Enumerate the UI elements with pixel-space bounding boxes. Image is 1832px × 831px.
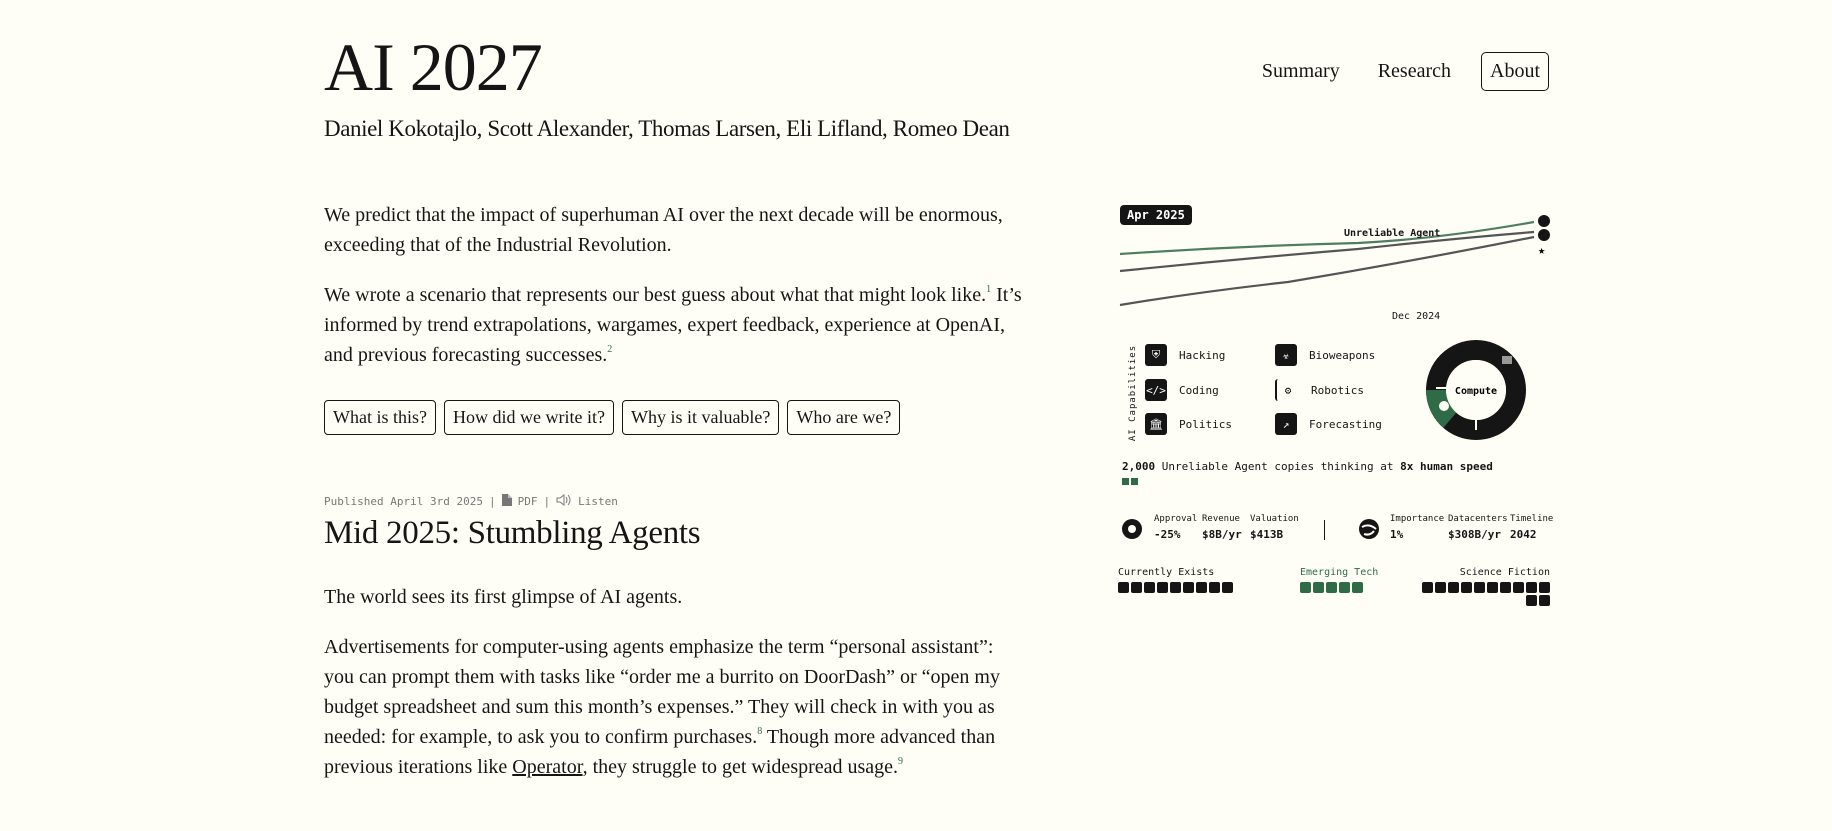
currently-exists-blocks xyxy=(1118,582,1248,593)
capability-label: Hacking xyxy=(1179,348,1226,362)
copies-text: Unreliable Agent copies thinking at xyxy=(1155,460,1401,473)
building-icon: 🏛 xyxy=(1145,413,1167,435)
intro-paragraph-2 xyxy=(324,280,1024,370)
footnote-8[interactable]: 8 xyxy=(757,726,763,737)
listen-link[interactable]: Listen xyxy=(578,495,618,508)
footnote-9[interactable]: 9 xyxy=(898,756,904,767)
site-title: AI 2027 xyxy=(324,29,542,105)
footnote-2[interactable]: 2 xyxy=(607,344,613,355)
publish-meta xyxy=(324,494,618,509)
section-title: Mid 2025: Stumbling Agents xyxy=(324,515,701,551)
capabilities-label: AI Capabilities xyxy=(1128,344,1139,442)
globe-logo-icon xyxy=(1358,518,1380,540)
copies-count: 2,000 xyxy=(1122,460,1156,473)
who-are-we-button[interactable]: Who are we? xyxy=(787,400,900,435)
star-icon: ★ xyxy=(1538,243,1546,257)
speaker-icon[interactable] xyxy=(556,494,572,509)
openai-small-icon xyxy=(1439,401,1449,411)
flag-icon xyxy=(1502,356,1512,364)
capability-label: Politics xyxy=(1179,417,1232,431)
scenario-dashboard xyxy=(1118,202,1554,622)
capability-coding[interactable] xyxy=(1145,379,1219,401)
copies-blocks xyxy=(1122,478,1138,485)
code-icon: </> xyxy=(1145,379,1167,401)
pdf-link[interactable]: PDF xyxy=(517,495,538,508)
article-text-a: Advertisements for computer-using agents emphasize the term “personal assistant”: you can prompt them with tasks like “order me a burrito on DoorDash” or “open my budget spreadsheet and sum this month’s expenses.” They will check in with you as needed: for example, to ask you to confirm purchases. xyxy=(324,636,1000,748)
capability-label: Robotics xyxy=(1311,383,1364,397)
capability-politics[interactable] xyxy=(1145,413,1232,435)
faq-buttons xyxy=(324,400,900,435)
robot-icon: ⚙ xyxy=(1275,379,1299,401)
capability-bioweapons[interactable] xyxy=(1275,344,1375,366)
currently-exists-label: Currently Exists xyxy=(1118,567,1215,578)
donut-label: Compute xyxy=(1454,386,1498,397)
operator-link[interactable]: Operator xyxy=(512,756,583,778)
copies-line xyxy=(1122,460,1493,473)
globe-icon xyxy=(1538,229,1550,241)
meta-separator-2: | xyxy=(543,495,551,508)
emerging-tech-blocks xyxy=(1300,582,1380,593)
nav-summary[interactable]: Summary xyxy=(1261,60,1340,82)
stats-bar xyxy=(1118,512,1554,552)
intro-text-b: It’s informed by trend extrapolations, wargames, expert feedback, experience at OpenAI, and previous forecasting successes. xyxy=(324,284,1022,366)
biohazard-icon: ☣ xyxy=(1275,344,1297,366)
dec-2024-label: Dec 2024 xyxy=(1392,311,1441,322)
meta-separator: | xyxy=(488,495,496,508)
capability-label: Forecasting xyxy=(1309,417,1382,431)
chart-caption: Unreliable Agent xyxy=(1344,228,1441,239)
intro-text-a: We wrote a scenario that represents our best guess about what that might look like. xyxy=(324,284,987,306)
article-text-c: , they struggle to get widespread usage. xyxy=(582,756,899,778)
stats-divider xyxy=(1324,520,1325,540)
published-date: Published April 3rd 2025 xyxy=(324,495,483,508)
stat-valuation: Valuation $413B xyxy=(1250,514,1299,541)
stat-datacenters: Datacenters $308B/yr xyxy=(1448,514,1508,541)
capability-robotics[interactable] xyxy=(1275,379,1364,401)
capability-hacking[interactable] xyxy=(1145,344,1225,366)
intro-paragraph-1: We predict that the impact of superhuman AI over the next decade will be enormous, exceeding that of the Industrial Revolution. xyxy=(324,204,1003,256)
trend-line-dark-1 xyxy=(1120,232,1534,271)
stat-timeline: Timeline 2042 xyxy=(1510,514,1554,541)
article-text-b: Though more advanced than previous iterations like xyxy=(324,726,996,778)
how-did-we-write-it-button[interactable]: How did we write it? xyxy=(444,400,614,435)
compute-donut[interactable] xyxy=(1424,338,1528,442)
article-body xyxy=(324,582,1024,802)
document-icon[interactable] xyxy=(502,494,512,509)
trend-line-dark-2 xyxy=(1120,237,1534,305)
capability-label: Bioweapons xyxy=(1309,348,1376,362)
authors: Daniel Kokotajlo, Scott Alexander, Thomas Larsen, Eli Lifland, Romeo Dean xyxy=(324,116,1010,141)
openai-logo-icon xyxy=(1121,518,1143,540)
emerging-tech-label: Emerging Tech xyxy=(1300,567,1379,578)
footnote-1[interactable]: 1 xyxy=(986,284,992,295)
trend-icon: ↗ xyxy=(1275,413,1297,435)
what-is-this-button[interactable]: What is this? xyxy=(324,400,436,435)
stat-importance: Importance 1% xyxy=(1390,514,1445,541)
copies-speed: 8x human speed xyxy=(1400,460,1493,473)
article-paragraph-1: The world sees its first glimpse of AI agents. xyxy=(324,586,683,608)
intro xyxy=(324,200,1024,390)
capability-forecasting[interactable] xyxy=(1275,413,1382,435)
stat-revenue: Revenue $8B/yr xyxy=(1202,514,1242,541)
shield-icon: ⛨ xyxy=(1145,344,1167,366)
science-fiction-blocks xyxy=(1410,582,1550,606)
why-is-it-valuable-button[interactable]: Why is it valuable? xyxy=(622,400,779,435)
stat-approval: Approval -25% xyxy=(1154,514,1198,541)
article-paragraph-2 xyxy=(324,632,1014,782)
nav-about[interactable]: About xyxy=(1481,52,1549,91)
main-nav xyxy=(1254,52,1549,91)
science-fiction-label: Science Fiction xyxy=(1459,567,1550,578)
date-badge: Apr 2025 xyxy=(1120,205,1192,225)
nav-research[interactable]: Research xyxy=(1377,60,1451,82)
openai-icon xyxy=(1538,215,1550,227)
capability-label: Coding xyxy=(1179,383,1219,397)
